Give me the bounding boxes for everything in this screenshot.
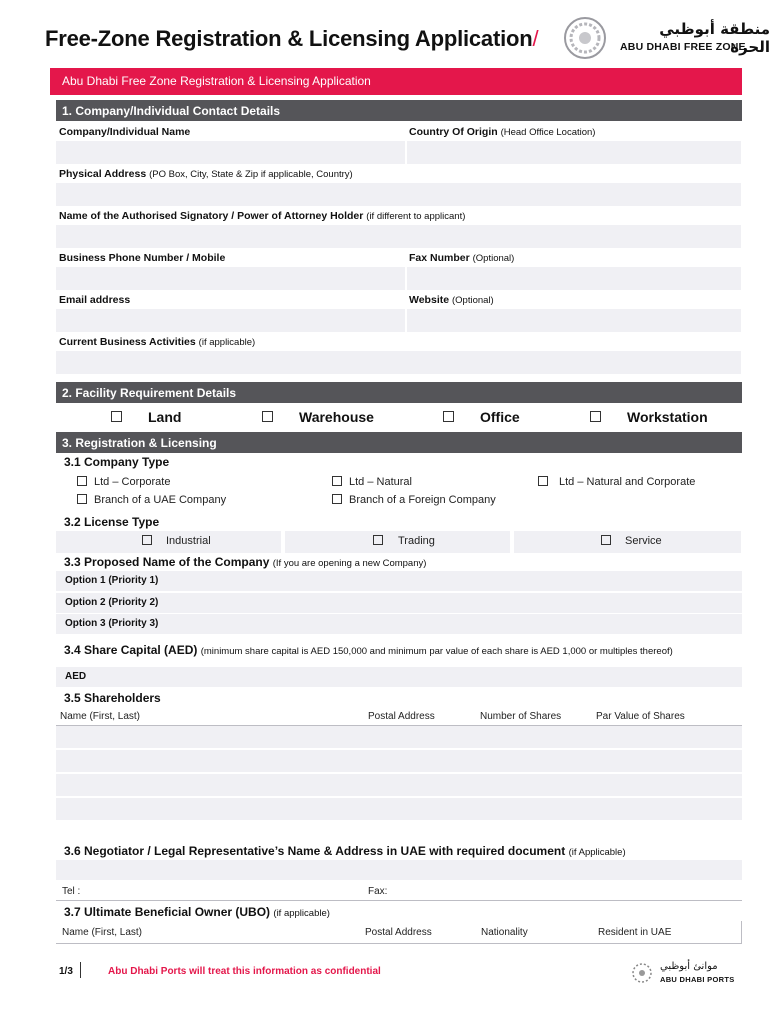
- signatory-field[interactable]: [56, 225, 742, 248]
- negotiator-field[interactable]: [56, 860, 742, 880]
- phone-field[interactable]: [56, 267, 406, 290]
- fax-field[interactable]: [407, 267, 742, 290]
- shareholder-row[interactable]: [56, 750, 742, 772]
- industrial-checkbox[interactable]: [142, 535, 152, 545]
- adfz-logo-icon: [563, 16, 607, 60]
- land-checkbox[interactable]: [111, 411, 122, 422]
- shareholder-row[interactable]: [56, 774, 742, 796]
- ubo-col-name: Name (First, Last): [62, 927, 143, 938]
- ubo-divider: [56, 943, 742, 944]
- sh-col-par-value: Par Value of Shares: [596, 711, 685, 722]
- logo-english-text: ABU DHABI FREE ZONE: [620, 41, 746, 53]
- activities-label: Current Business Activities (if applicable): [59, 336, 256, 348]
- workstation-label: Workstation: [627, 409, 708, 425]
- warehouse-checkbox[interactable]: [262, 411, 273, 422]
- option3-field[interactable]: Option 3 (Priority 3): [56, 614, 742, 634]
- country-field[interactable]: [407, 141, 742, 164]
- fax-label-3-6: Fax:: [368, 886, 388, 897]
- section1-header: 1. Company/Individual Contact Details: [56, 100, 742, 121]
- ubo-col-address: Postal Address: [365, 927, 432, 938]
- footer-logo-arabic: موانئ أبوظبي: [660, 961, 718, 972]
- footer-logo-english: ABU DHABI PORTS: [660, 975, 735, 984]
- form-title: Free-Zone Registration & Licensing Application/: [45, 26, 539, 51]
- branch-uae-label: Branch of a UAE Company: [94, 494, 227, 506]
- country-label: Country Of Origin (Head Office Location): [409, 126, 596, 138]
- sh-col-shares: Number of Shares: [480, 711, 562, 722]
- trading-checkbox[interactable]: [373, 535, 383, 545]
- branch-foreign-checkbox[interactable]: [332, 494, 342, 504]
- fax-label: Fax Number (Optional): [409, 252, 515, 264]
- sh-col-name: Name (First, Last): [60, 711, 141, 722]
- shareholders-title: 3.5 Shareholders: [64, 691, 161, 705]
- section2-header: 2. Facility Requirement Details: [56, 382, 742, 403]
- tel-divider: [56, 900, 742, 901]
- ubo-col-resident: Resident in UAE: [598, 927, 672, 938]
- signatory-label: Name of the Authorised Signatory / Power of Attorney Holder (if different to applicant): [59, 210, 466, 222]
- logo-arabic-text: منطقة أبوظبي الحرة: [659, 20, 770, 56]
- phone-label: Business Phone Number / Mobile: [59, 252, 226, 264]
- ltd-natural-label: Ltd – Natural: [349, 476, 412, 488]
- office-label: Office: [480, 409, 520, 425]
- company-name-label: Company/Individual Name: [59, 126, 191, 138]
- banner-title: Abu Dhabi Free Zone Registration & Licensing Application: [50, 68, 742, 95]
- shareholder-row[interactable]: [56, 726, 742, 748]
- share-capital-title: 3.4 Share Capital (AED) (minimum share capital is AED 150,000 and minimum par value of each share is AED 1,000 or multiples thereof): [64, 643, 673, 657]
- website-label: Website (Optional): [409, 294, 494, 306]
- confidential-notice: Abu Dhabi Ports will treat this information as confidential: [108, 966, 381, 977]
- ltd-corporate-label: Ltd – Corporate: [94, 476, 171, 488]
- email-label: Email address: [59, 294, 131, 306]
- email-field[interactable]: [56, 309, 406, 332]
- service-label: Service: [625, 535, 662, 547]
- proposed-name-title: 3.3 Proposed Name of the Company (If you are opening a new Company): [64, 555, 427, 569]
- share-capital-field[interactable]: AED: [56, 667, 742, 687]
- warehouse-label: Warehouse: [299, 409, 374, 425]
- section3-header: 3. Registration & Licensing: [56, 432, 742, 453]
- ltd-natural-checkbox[interactable]: [332, 476, 342, 486]
- shareholder-row[interactable]: [56, 798, 742, 820]
- license-type-title: 3.2 License Type: [64, 515, 160, 529]
- address-field[interactable]: [56, 183, 742, 206]
- ltd-natural-corporate-checkbox[interactable]: [538, 476, 548, 486]
- tel-label: Tel :: [62, 886, 81, 897]
- adports-logo-icon: [630, 962, 654, 984]
- footer-divider: [80, 962, 81, 978]
- industrial-label: Industrial: [166, 535, 211, 547]
- branch-uae-checkbox[interactable]: [77, 494, 87, 504]
- trading-label: Trading: [398, 535, 435, 547]
- ltd-natural-corporate-label: Ltd – Natural and Corporate: [559, 476, 696, 488]
- negotiator-title: 3.6 Negotiator / Legal Representative’s Name & Address in UAE with required document (if Applicable): [64, 844, 626, 858]
- ubo-col-nationality: Nationality: [481, 927, 528, 938]
- branch-foreign-label: Branch of a Foreign Company: [349, 494, 496, 506]
- company-type-title: 3.1 Company Type: [64, 455, 170, 469]
- option2-field[interactable]: Option 2 (Priority 2): [56, 593, 742, 613]
- land-label: Land: [148, 409, 182, 425]
- option1-field[interactable]: Option 1 (Priority 1): [56, 571, 742, 591]
- ltd-corporate-checkbox[interactable]: [77, 476, 87, 486]
- ubo-right-border: [741, 921, 742, 943]
- workstation-checkbox[interactable]: [590, 411, 601, 422]
- page-number: 1/3: [59, 966, 73, 977]
- ubo-title: 3.7 Ultimate Beneficial Owner (UBO) (if applicable): [64, 905, 330, 919]
- sh-col-address: Postal Address: [368, 711, 435, 722]
- activities-field[interactable]: [56, 351, 742, 374]
- company-name-field[interactable]: [56, 141, 406, 164]
- website-field[interactable]: [407, 309, 742, 332]
- service-checkbox[interactable]: [601, 535, 611, 545]
- address-label: Physical Address (PO Box, City, State & Zip if applicable, Country): [59, 168, 353, 180]
- office-checkbox[interactable]: [443, 411, 454, 422]
